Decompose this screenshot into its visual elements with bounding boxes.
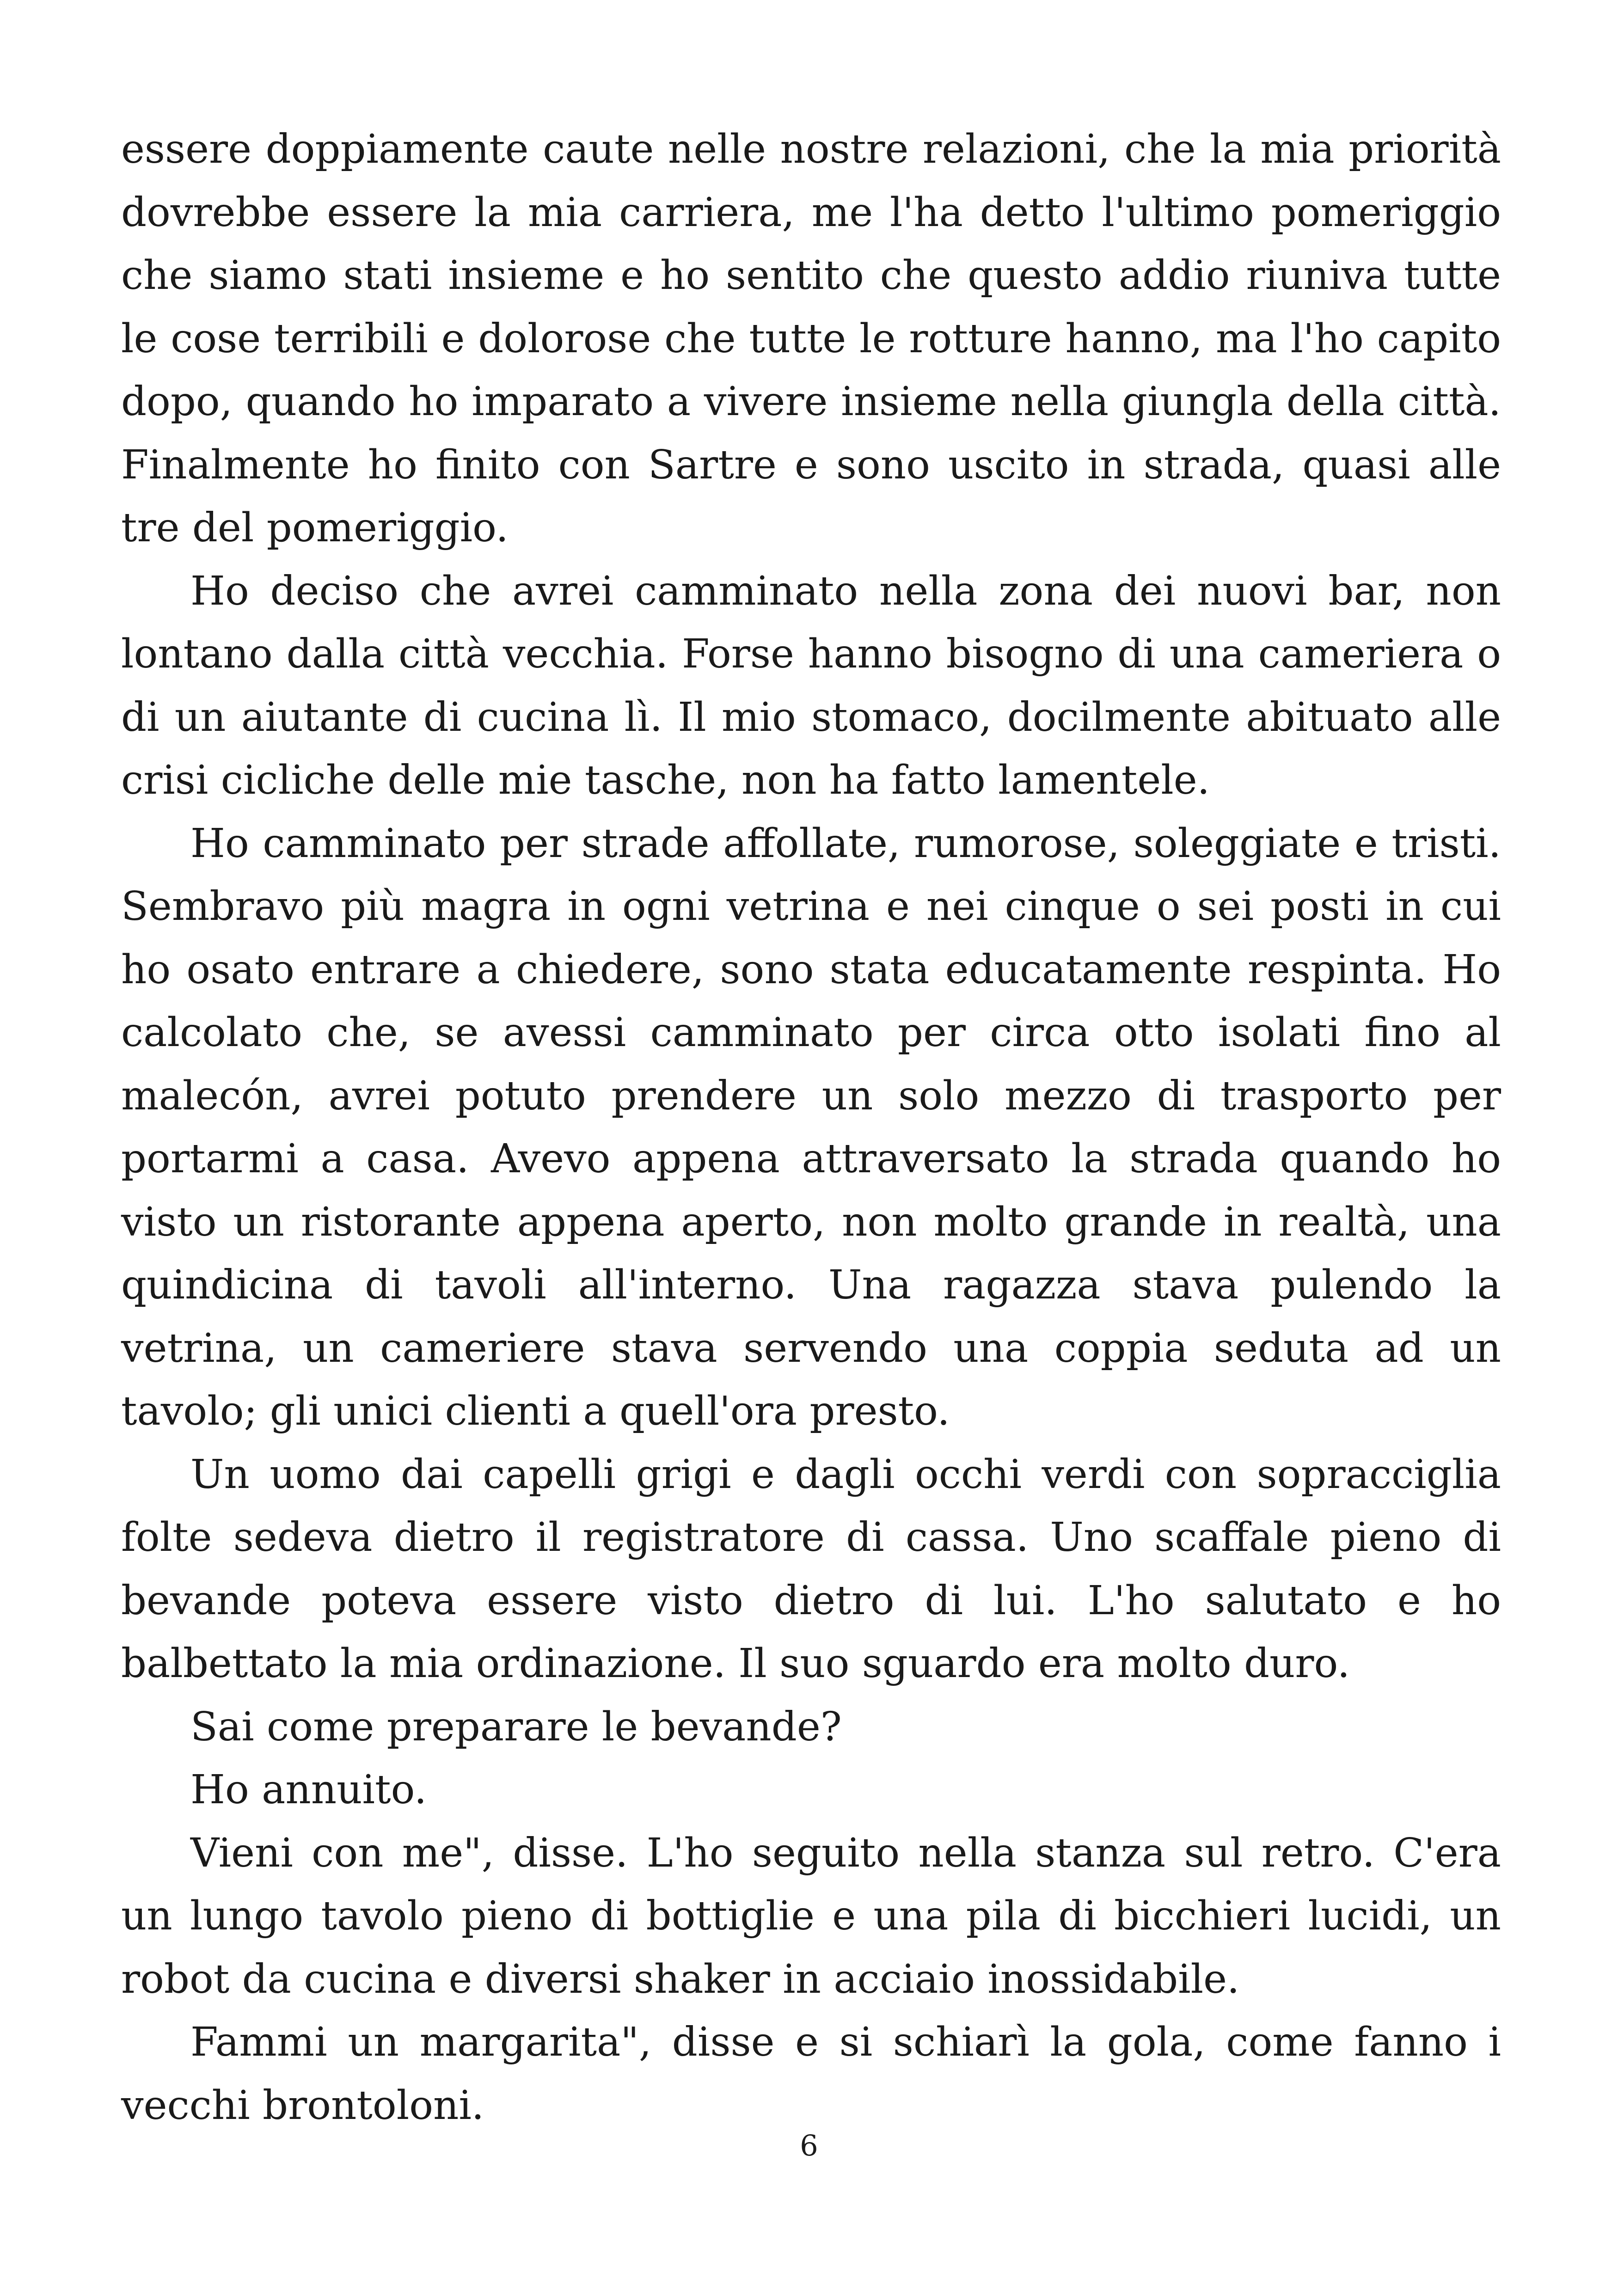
body-text xyxy=(121,118,1501,2137)
page-number: 6 xyxy=(800,2129,818,2162)
paragraph-5: Sai come preparare le bevande? xyxy=(190,1703,842,1750)
paragraph-7: Vieni con me", disse. L'ho seguito nella stanza sul retro. C'era un lungo tavolo pieno di bottiglie e una pila di bicchieri lucidi, un robot da cucina e diversi shaker in acciaio inossidabile. xyxy=(121,1830,1501,2002)
paragraph-6: Ho annuito. xyxy=(190,1767,427,1813)
paragraph-3: Ho camminato per strade affollate, rumorose, soleggiate e tristi. Sembravo più magra in ogni vetrina e nei cinque o sei posti in cui ho osato entrare a chiedere, sono stata educatamente respinta. Ho calcolato che, se avessi camminato per circa otto isolati fino al malecón, avrei potuto prendere un solo mezzo di trasporto per portarmi a casa. Avevo appena attraversato la strada quando ho visto un ristorante appena aperto, non molto grande in realtà, una quindicina di tavoli all'interno. Una ragazza stava pulendo la vetrina, un cameriere stava servendo una coppia seduta ad un tavolo; gli unici clienti a quell'ora presto. xyxy=(121,820,1501,1434)
paragraph-8: Fammi un margarita", disse e si schiarì la gola, come fanno i vecchi brontoloni. xyxy=(121,2019,1501,2129)
paragraph-4: Un uomo dai capelli grigi e dagli occhi verdi con sopracciglia folte sedeva dietro il registratore di cassa. Uno scaffale pieno di bevande poteva essere visto dietro di lui. L'ho salutato e ho balbettato la mia ordinazione. Il suo sguardo era molto duro. xyxy=(121,1451,1501,1687)
paragraph-1: essere doppiamente caute nelle nostre relazioni, che la mia priorità dovrebbe essere la mia carriera, me l'ha detto l'ultimo pomeriggio che siamo stati insieme e ho sentito che questo addio riuniva tutte le cose terribili e dolorose che tutte le rotture hanno, ma l'ho capito dopo, quando ho imparato a vivere insieme nella giungla della città. Finalmente ho finito con Sartre e sono uscito in strada, quasi alle tre del pomeriggio. xyxy=(121,126,1501,551)
paragraph-2: Ho deciso che avrei camminato nella zona dei nuovi bar, non lontano dalla città vecchia. Forse hanno bisogno di una cameriera o di un aiutante di cucina lì. Il mio stomaco, docilmente abituato alle crisi cicliche delle mie tasche, non ha fatto lamentele. xyxy=(121,568,1501,803)
